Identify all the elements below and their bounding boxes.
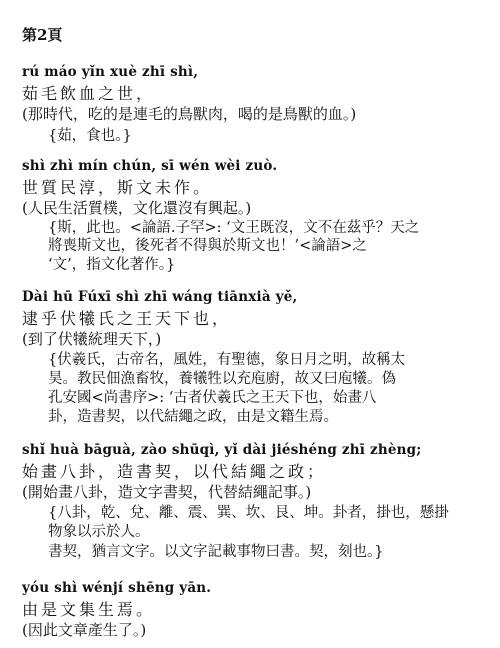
page-number: 第2頁 [22,26,63,44]
pinyin-line: Dài hū Fúxī shì zhī wáng tiānxià yě, [22,289,298,305]
annotation-line: 書契，猶言文字。以文字記載事物曰書。契，刻也。} [48,544,384,560]
translation-line: (開始畫八卦，造文字書契，代替結繩記事。) [22,483,312,501]
annotation-line: {八卦，乾、兌、離、震、巽、坎、艮、坤。卦者，掛也，懸掛 [48,505,449,521]
pinyin-line: shì zhì mín chún, sī wén wèi zuò. [22,158,278,174]
annotation-line: {茹，食也。} [48,128,132,144]
annotation-line: {伏羲氏，古帝名，風姓，有聖德，象日月之明，故稱太 [48,352,406,368]
annotation-line: 昊。教民佃漁畜牧，養犧牲以充庖廚，故又曰庖犧。偽 [48,371,396,387]
annotation-line: {斯，此也。<論語.子罕>: ‘文王既沒，文不在茲乎？天之 [48,220,420,236]
translation-line: (因此文章產生了。) [22,621,147,639]
annotation-line: 卦，造書契，以代結繩之政，由是文籍生焉。 [48,409,338,425]
chinese-text: 始畫八卦，造書契，以代結繩之政； [22,462,327,481]
chinese-text: 茹毛飲血之世， [22,84,156,103]
annotation-line: 孔安國<尚書序>: ‘古者伏羲氏之王天下也，始畫八 [48,390,377,406]
pinyin-line: rú máo yǐn xuè zhī shì, [22,64,199,80]
translation-line: (到了伏犧統理天下，) [22,330,162,348]
annotation-line: 將喪斯文也，後死者不得與於斯文也！’<論語>之 [48,238,367,254]
chinese-text: 世質民淳，斯文未作。 [22,178,213,197]
annotation-line: 物象以示於人。 [48,524,150,540]
chinese-text: 逮乎伏犧氏之王天下也， [22,309,232,328]
pinyin-line: shǐ huà bāguà, zào shūqì, yǐ dài jiéshéng zhī zhèng; [22,442,422,458]
chinese-text: 由是文集生焉。 [22,600,156,619]
translation-line: (人民生活質樸，文化還沒有興起。) [22,199,252,217]
pinyin-line: yóu shì wénjí shēng yān. [22,580,212,596]
annotation-line: ‘文’，指文化著作。} [48,257,176,273]
translation-line: (那時代，吃的是連毛的鳥獸肉，喝的是鳥獸的血。) [22,105,357,123]
